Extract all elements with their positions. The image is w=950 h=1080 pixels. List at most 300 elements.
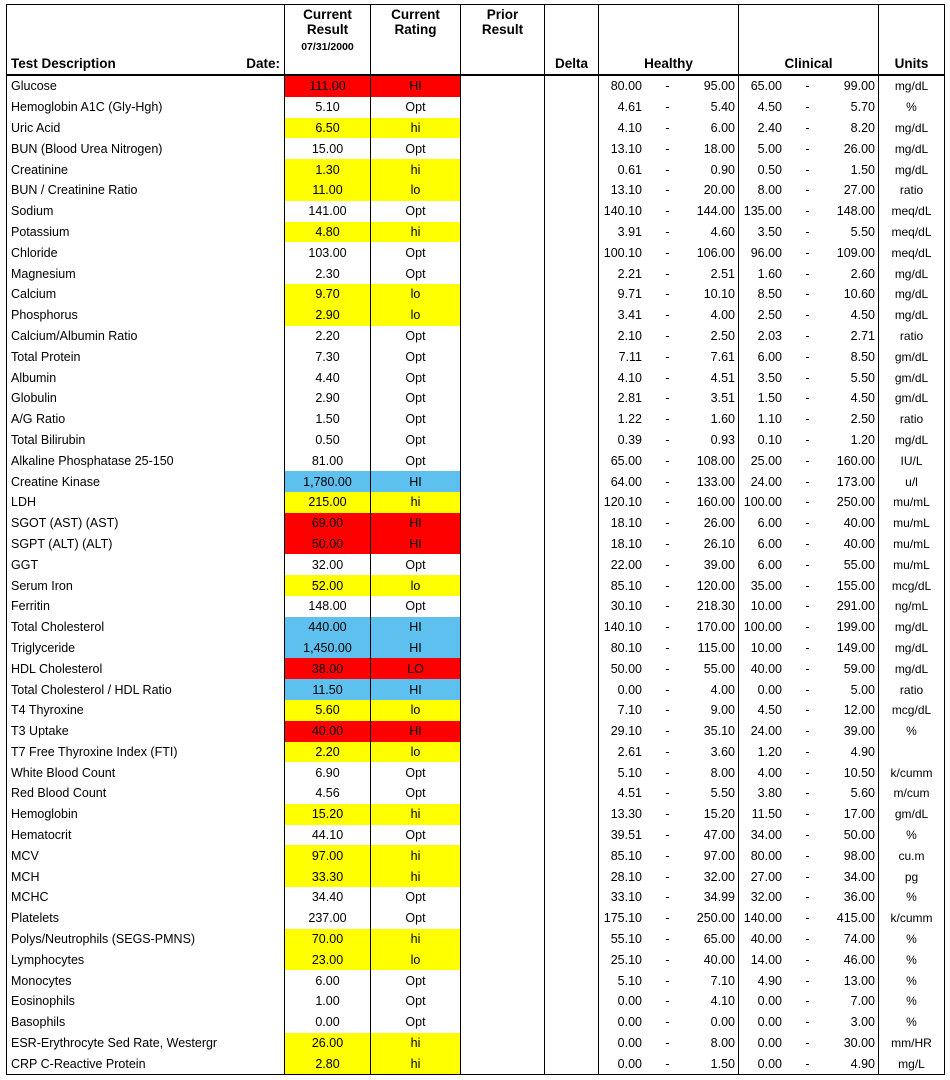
healthy-range (599, 575, 739, 596)
table-row (7, 700, 945, 721)
clinical-range (739, 845, 879, 866)
clinical-low: 10.00 (750, 599, 782, 614)
delta-cell (545, 513, 599, 534)
healthy-range (599, 75, 739, 97)
units: IU/L (879, 450, 945, 471)
clinical-low: 27.00 (750, 869, 782, 884)
table-row (7, 804, 945, 825)
range-separator: - (665, 620, 670, 635)
healthy-high: 5.40 (710, 100, 735, 115)
units: mu/mL (879, 534, 945, 555)
healthy-range (599, 180, 739, 201)
range-separator: - (805, 911, 810, 926)
range-separator: - (805, 620, 810, 635)
test-description: Sodium (7, 201, 285, 222)
current-rating: lo (371, 284, 461, 305)
healthy-range (599, 326, 739, 347)
header-delta-label: Delta (554, 56, 588, 71)
clinical-high: 74.00 (843, 932, 875, 947)
healthy-range (599, 222, 739, 243)
range-separator: - (805, 724, 810, 739)
delta-cell (545, 263, 599, 284)
current-result: 81.00 (285, 450, 371, 471)
current-result: 32.00 (285, 554, 371, 575)
prior-result (461, 263, 545, 284)
prior-result (461, 222, 545, 243)
range-separator: - (665, 1036, 670, 1051)
header-current-rating-label: Current Rating (391, 7, 440, 37)
clinical-low: 40.00 (750, 661, 782, 676)
healthy-low: 0.39 (617, 432, 642, 447)
current-rating: lo (371, 949, 461, 970)
range-separator: - (805, 328, 810, 343)
clinical-high: 2.60 (850, 266, 875, 281)
healthy-low: 2.10 (617, 328, 642, 343)
range-separator: - (805, 495, 810, 510)
units: u/l (879, 471, 945, 492)
units: ratio (879, 679, 945, 700)
units: mu/mL (879, 513, 945, 534)
healthy-low: 18.10 (610, 536, 642, 551)
current-result: 103.00 (285, 242, 371, 263)
current-rating: hi (371, 159, 461, 180)
current-result: 0.50 (285, 430, 371, 451)
healthy-range (599, 1053, 739, 1074)
current-rating: hi (371, 118, 461, 139)
units: mm/HR (879, 1033, 945, 1054)
current-rating: HI (371, 679, 461, 700)
table-row (7, 263, 945, 284)
healthy-high: 32.00 (703, 869, 735, 884)
current-rating: Opt (371, 991, 461, 1012)
range-separator: - (805, 994, 810, 1009)
units: mg/dL (879, 284, 945, 305)
clinical-high: 50.00 (843, 828, 875, 843)
healthy-low: 0.00 (617, 1015, 642, 1030)
clinical-high: 36.00 (843, 890, 875, 905)
units: % (879, 1012, 945, 1033)
prior-result (461, 97, 545, 118)
healthy-range (599, 721, 739, 742)
healthy-range (599, 949, 739, 970)
table-row (7, 617, 945, 638)
healthy-range (599, 908, 739, 929)
clinical-range (739, 887, 879, 908)
current-result: 440.00 (285, 617, 371, 638)
header-healthy-label: Healthy (644, 56, 693, 71)
units: mg/dL (879, 118, 945, 139)
units: pg (879, 866, 945, 887)
healthy-low: 100.10 (603, 245, 642, 260)
healthy-low: 9.71 (617, 287, 642, 302)
range-separator: - (665, 204, 670, 219)
clinical-high: 4.90 (850, 744, 875, 759)
header-prior-result-label: Prior Result (481, 7, 524, 37)
units: ratio (879, 326, 945, 347)
clinical-low: 2.40 (757, 120, 782, 135)
current-result: 7.30 (285, 346, 371, 367)
table-row (7, 534, 945, 555)
healthy-low: 0.00 (617, 682, 642, 697)
healthy-high: 0.90 (710, 162, 735, 177)
range-separator: - (805, 952, 810, 967)
range-separator: - (805, 890, 810, 905)
units: meq/dL (879, 222, 945, 243)
units: mg/dL (879, 430, 945, 451)
delta-cell (545, 970, 599, 991)
clinical-range (739, 617, 879, 638)
table-row (7, 201, 945, 222)
range-separator: - (665, 869, 670, 884)
healthy-range (599, 450, 739, 471)
table-row (7, 388, 945, 409)
units: mg/dL (879, 638, 945, 659)
test-description: Eosinophils (7, 991, 285, 1012)
test-description: Red Blood Count (7, 783, 285, 804)
range-separator: - (665, 1015, 670, 1030)
range-separator: - (665, 578, 670, 593)
delta-cell (545, 679, 599, 700)
range-separator: - (805, 224, 810, 239)
healthy-high: 170.00 (696, 620, 735, 635)
prior-result (461, 721, 545, 742)
table-row (7, 513, 945, 534)
clinical-high: 4.90 (850, 1056, 875, 1071)
range-separator: - (805, 516, 810, 531)
clinical-high: 149.00 (836, 640, 875, 655)
healthy-range (599, 783, 739, 804)
healthy-high: 4.60 (710, 224, 735, 239)
prior-result (461, 242, 545, 263)
healthy-range (599, 762, 739, 783)
header-test-description (7, 5, 285, 76)
clinical-high: 3.00 (850, 1015, 875, 1030)
prior-result (461, 825, 545, 846)
clinical-range (739, 534, 879, 555)
healthy-high: 115.00 (697, 640, 735, 655)
healthy-high: 3.60 (710, 744, 735, 759)
clinical-range (739, 513, 879, 534)
healthy-low: 0.00 (617, 1036, 642, 1051)
clinical-high: 5.50 (850, 370, 875, 385)
test-description: GGT (7, 554, 285, 575)
current-result: 141.00 (285, 201, 371, 222)
prior-result (461, 991, 545, 1012)
test-description: Hemoglobin A1C (Gly-Hgh) (7, 97, 285, 118)
table-row (7, 138, 945, 159)
units: gm/dL (879, 346, 945, 367)
healthy-high: 0.00 (710, 1015, 735, 1030)
healthy-high: 8.00 (710, 1036, 735, 1051)
test-description: Basophils (7, 1012, 285, 1033)
clinical-range (739, 970, 879, 991)
range-separator: - (805, 79, 810, 94)
current-result: 9.70 (285, 284, 371, 305)
current-result: 215.00 (285, 492, 371, 513)
range-separator: - (805, 100, 810, 115)
current-rating: hi (371, 1053, 461, 1074)
test-description: Albumin (7, 367, 285, 388)
range-separator: - (665, 391, 670, 406)
test-description: Potassium (7, 222, 285, 243)
clinical-high: 2.50 (850, 412, 875, 427)
prior-result (461, 305, 545, 326)
test-description: SGOT (AST) (AST) (7, 513, 285, 534)
range-separator: - (665, 100, 670, 115)
healthy-range (599, 658, 739, 679)
clinical-high: 46.00 (843, 952, 875, 967)
healthy-high: 26.10 (703, 536, 735, 551)
units: mu/mL (879, 554, 945, 575)
table-row (7, 742, 945, 763)
units: ratio (879, 409, 945, 430)
units: meq/dL (879, 242, 945, 263)
prior-result (461, 284, 545, 305)
prior-result (461, 201, 545, 222)
prior-result (461, 1053, 545, 1074)
table-row (7, 471, 945, 492)
table-row (7, 658, 945, 679)
range-separator: - (805, 1036, 810, 1051)
current-rating: Opt (371, 430, 461, 451)
current-rating: Opt (371, 201, 461, 222)
clinical-high: 8.20 (850, 120, 875, 135)
prior-result (461, 450, 545, 471)
delta-cell (545, 367, 599, 388)
healthy-high: 4.00 (710, 308, 735, 323)
range-separator: - (665, 661, 670, 676)
range-separator: - (665, 807, 670, 822)
prior-result (461, 617, 545, 638)
test-description: T3 Uptake (7, 721, 285, 742)
current-rating: Opt (371, 242, 461, 263)
healthy-range (599, 804, 739, 825)
healthy-range (599, 825, 739, 846)
healthy-high: 1.60 (710, 412, 735, 427)
delta-cell (545, 1053, 599, 1074)
clinical-low: 8.00 (757, 183, 782, 198)
test-description: A/G Ratio (7, 409, 285, 430)
healthy-low: 4.10 (617, 120, 642, 135)
units: mg/dL (879, 159, 945, 180)
clinical-low: 3.50 (757, 224, 782, 239)
range-separator: - (805, 973, 810, 988)
clinical-low: 24.00 (750, 474, 782, 489)
table-row (7, 762, 945, 783)
healthy-high: 10.10 (703, 287, 735, 302)
clinical-range (739, 492, 879, 513)
table-row (7, 908, 945, 929)
table-row (7, 970, 945, 991)
prior-result (461, 75, 545, 97)
healthy-low: 5.10 (617, 973, 642, 988)
current-result: 40.00 (285, 721, 371, 742)
current-result: 2.80 (285, 1053, 371, 1074)
test-description: MCV (7, 845, 285, 866)
table-row (7, 346, 945, 367)
delta-cell (545, 575, 599, 596)
healthy-low: 3.41 (617, 308, 642, 323)
units: gm/dL (879, 804, 945, 825)
delta-cell (545, 326, 599, 347)
current-result: 2.20 (285, 326, 371, 347)
clinical-low: 6.00 (757, 536, 782, 551)
clinical-range (739, 554, 879, 575)
clinical-low: 3.80 (757, 786, 782, 801)
current-result: 38.00 (285, 658, 371, 679)
range-separator: - (805, 599, 810, 614)
clinical-range (739, 721, 879, 742)
clinical-low: 100.00 (743, 620, 782, 635)
prior-result (461, 346, 545, 367)
clinical-low: 11.50 (751, 807, 782, 822)
units: % (879, 97, 945, 118)
current-result: 70.00 (285, 929, 371, 950)
range-separator: - (665, 245, 670, 260)
range-separator: - (665, 599, 670, 614)
healthy-low: 18.10 (610, 516, 642, 531)
range-separator: - (665, 952, 670, 967)
test-description: BUN (Blood Urea Nitrogen) (7, 138, 285, 159)
healthy-low: 85.10 (610, 848, 642, 863)
healthy-range (599, 388, 739, 409)
range-separator: - (805, 765, 810, 780)
current-result: 11.00 (285, 180, 371, 201)
table-row (7, 450, 945, 471)
clinical-range (739, 1053, 879, 1074)
delta-cell (545, 388, 599, 409)
clinical-range (739, 409, 879, 430)
healthy-high: 144.00 (696, 204, 735, 219)
delta-cell (545, 825, 599, 846)
range-separator: - (665, 973, 670, 988)
clinical-range (739, 242, 879, 263)
clinical-low: 2.03 (757, 328, 782, 343)
healthy-low: 4.51 (617, 786, 642, 801)
healthy-range (599, 97, 739, 118)
prior-result (461, 492, 545, 513)
healthy-high: 2.51 (710, 266, 735, 281)
test-description: T4 Thyroxine (7, 700, 285, 721)
range-separator: - (665, 765, 670, 780)
clinical-high: 30.00 (843, 1036, 875, 1051)
current-result: 2.20 (285, 742, 371, 763)
clinical-high: 155.00 (836, 578, 875, 593)
clinical-low: 80.00 (750, 848, 782, 863)
delta-cell (545, 180, 599, 201)
prior-result (461, 513, 545, 534)
clinical-range (739, 575, 879, 596)
range-separator: - (665, 828, 670, 843)
healthy-low: 55.10 (610, 932, 642, 947)
range-separator: - (805, 557, 810, 572)
healthy-range (599, 118, 739, 139)
table-row (7, 929, 945, 950)
delta-cell (545, 742, 599, 763)
clinical-range (739, 97, 879, 118)
units: % (879, 825, 945, 846)
current-rating: lo (371, 742, 461, 763)
delta-cell (545, 159, 599, 180)
healthy-low: 140.10 (603, 204, 642, 219)
range-separator: - (665, 266, 670, 281)
range-separator: - (805, 807, 810, 822)
delta-cell (545, 762, 599, 783)
range-separator: - (665, 640, 670, 655)
current-result: 1.30 (285, 159, 371, 180)
clinical-low: 0.10 (757, 432, 782, 447)
range-separator: - (665, 370, 670, 385)
delta-cell (545, 866, 599, 887)
clinical-low: 32.00 (750, 890, 782, 905)
table-row (7, 284, 945, 305)
healthy-low: 2.61 (617, 744, 642, 759)
clinical-high: 173.00 (836, 474, 875, 489)
current-rating: Opt (371, 409, 461, 430)
prior-result (461, 534, 545, 555)
delta-cell (545, 617, 599, 638)
prior-result (461, 742, 545, 763)
delta-cell (545, 284, 599, 305)
healthy-high: 4.00 (710, 682, 735, 697)
clinical-range (739, 222, 879, 243)
range-separator: - (665, 890, 670, 905)
test-description: Globulin (7, 388, 285, 409)
table-row (7, 845, 945, 866)
current-result: 5.60 (285, 700, 371, 721)
delta-cell (545, 700, 599, 721)
healthy-low: 64.00 (610, 474, 642, 489)
prior-result (461, 949, 545, 970)
units: gm/dL (879, 388, 945, 409)
clinical-high: 7.00 (850, 994, 875, 1009)
range-separator: - (665, 744, 670, 759)
healthy-range (599, 409, 739, 430)
prior-result (461, 326, 545, 347)
healthy-high: 55.00 (703, 661, 735, 676)
healthy-low: 1.22 (617, 412, 642, 427)
clinical-low: 0.00 (757, 1056, 782, 1071)
current-result: 23.00 (285, 949, 371, 970)
lab-results-sheet (6, 4, 944, 1075)
healthy-range (599, 596, 739, 617)
delta-cell (545, 346, 599, 367)
test-description: Creatine Kinase (7, 471, 285, 492)
prior-result (461, 783, 545, 804)
table-row (7, 596, 945, 617)
current-result: 2.90 (285, 388, 371, 409)
current-result: 4.40 (285, 367, 371, 388)
healthy-range (599, 679, 739, 700)
current-result: 15.20 (285, 804, 371, 825)
healthy-range (599, 742, 739, 763)
clinical-range (739, 700, 879, 721)
range-separator: - (805, 661, 810, 676)
healthy-range (599, 492, 739, 513)
healthy-low: 5.10 (617, 765, 642, 780)
current-rating: HI (371, 721, 461, 742)
clinical-high: 199.00 (836, 620, 875, 635)
test-description: Hemoglobin (7, 804, 285, 825)
table-row (7, 180, 945, 201)
range-separator: - (805, 640, 810, 655)
clinical-range (739, 783, 879, 804)
current-rating: HI (371, 513, 461, 534)
table-row (7, 430, 945, 451)
clinical-range (739, 118, 879, 139)
current-result: 50.00 (285, 534, 371, 555)
units: m/cum (879, 783, 945, 804)
